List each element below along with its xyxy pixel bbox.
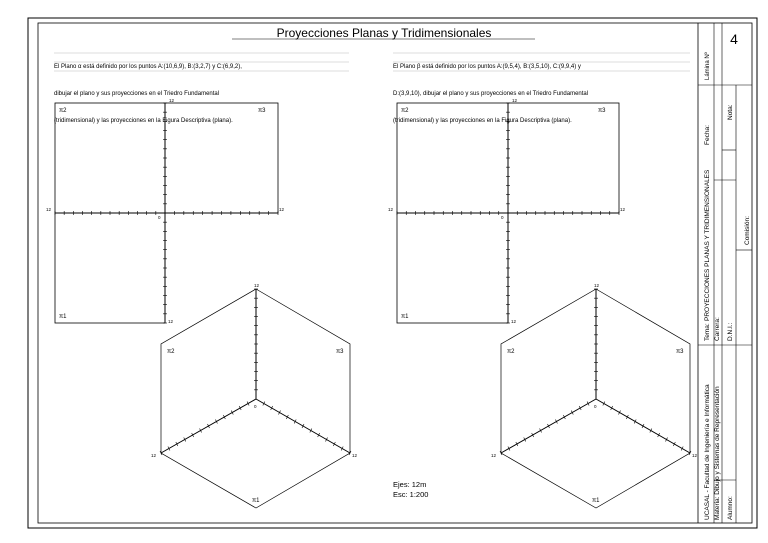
nota-label: Nota: [727,104,734,120]
right-iso-right-12: 12 [692,453,698,458]
right-iso-pi2-label: π2 [507,349,515,355]
left-exercise-line: El Plano α está definido por los puntos A:(10,6,9), B:(3,2,7) y C:(6,9,2), [54,64,242,70]
left-iso-pi3-label: π3 [336,349,344,355]
left-exercise-line: (tridimensional) y las proyecciones en la Figura Descriptiva (plana). [54,118,233,124]
left-iso-origin: 0 [254,404,257,409]
right-iso-origin: 0 [594,404,597,409]
left-pi1-label: π1 [59,314,67,320]
right-iso-pi3-label: π3 [676,349,684,355]
left-iso-right-12: 12 [352,453,358,458]
escala-text: Esc: 1:200 [393,490,429,499]
right-right-12: 12 [620,207,626,212]
right-pi1-label: π1 [401,314,409,320]
right-iso-top-12: 12 [594,283,600,288]
right-pi2-label: π2 [401,108,409,114]
left-top-12: 12 [169,98,175,103]
left-exercise-line: dibujar el plano y sus proyecciones en el Triedro Fundamental [54,91,220,97]
tema-label: Tema: [704,323,711,341]
title-block [698,23,752,523]
left-bottom-12: 12 [168,319,174,324]
fecha-label: Fecha: [704,125,711,145]
right-top-12: 12 [512,98,518,103]
lamina-number: 4 [730,31,738,47]
left-exercise-text [54,45,242,135]
left-iso-left-12: 12 [151,453,157,458]
left-iso-pi2-label: π2 [167,349,175,355]
scale-note [393,480,428,500]
right-iso-left-12: 12 [491,453,497,458]
left-iso-pi1-label: π1 [252,498,260,504]
lamina-label: Lámina Nº [705,52,711,80]
materia-text: Materia: Dibujo y Sistemas de Representación [714,386,721,520]
right-iso-pi1-label: π1 [592,498,600,504]
sheet-title: Proyecciones Planas y Tridimensionales [276,26,492,40]
carrera-label: Carrera: [714,317,721,341]
left-trihedron [151,283,358,508]
left-pi2-label: π2 [59,108,67,114]
left-lower-frame [55,213,165,323]
right-exercise-text [393,45,588,135]
tema-value: PROYECCIONES PLANAS Y TRIDIMENSIONALES [704,169,711,321]
right-bottom-12: 12 [511,319,517,324]
right-exercise-line: D:(3,9,10), dibujar el plano y sus proyecciones en el Triedro Fundamental [393,91,589,97]
institution-text: UCASAL - Facultad de Ingeniería e Informática [704,384,711,520]
right-exercise-line: (tridimensional) y las proyecciones en la Figura Descriptiva (plana). [393,118,572,124]
left-pi3-label: π3 [258,108,266,114]
left-origin-label: 0 [158,215,161,220]
right-trihedron [491,283,698,508]
right-origin-label: 0 [501,215,504,220]
left-right-12: 12 [279,207,285,212]
left-iso-top-12: 12 [254,283,260,288]
left-left-12: 12 [46,207,52,212]
right-lower-frame [397,213,508,323]
right-left-12: 12 [388,207,394,212]
ejes-text: Ejes: 12m [393,480,427,489]
right-exercise-line: El Plano β está definido por los puntos A:(9,5,4), B:(3,5,10), C:(9,9,4) y [393,64,581,70]
dni-label: D.N.I.: [727,322,734,341]
alumno-label: Alumno: [727,496,734,520]
right-pi3-label: π3 [598,108,606,114]
comision-label: Comisión: [744,216,751,245]
